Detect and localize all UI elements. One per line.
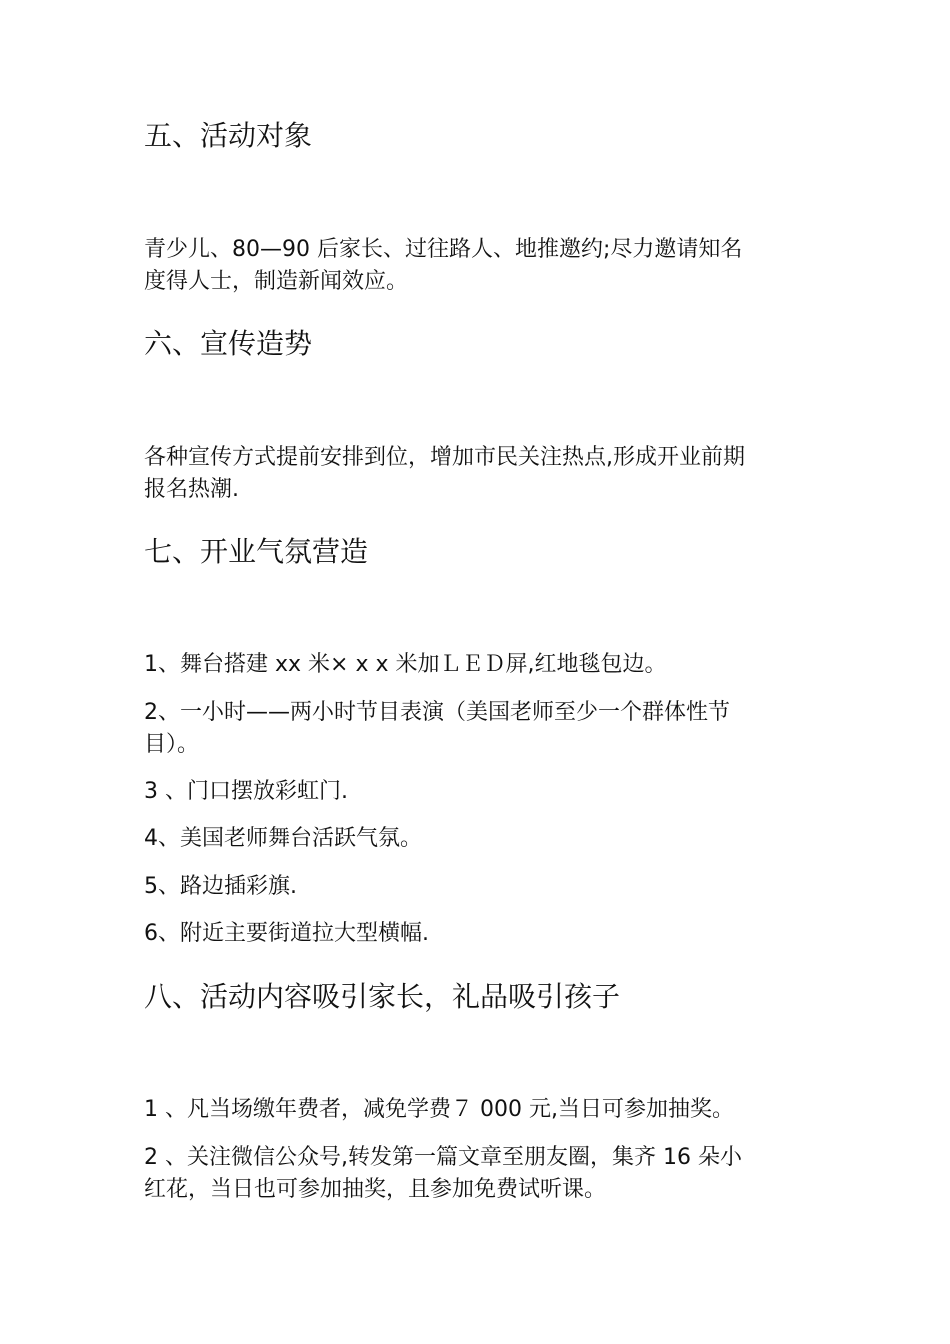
section-heading-8: 八、活动内容吸引家长，礼品吸引孩子	[144, 980, 621, 1013]
paragraph-line: 各种宣传方式提前安排到位，增加市民关注热点,形成开业前期	[144, 445, 745, 470]
list-item-line: 1、舞台搭建 xx 米× x x 米加ＬＥＤ屏,红地毯包边。	[144, 652, 667, 677]
section-6-paragraph	[144, 442, 809, 506]
list-item-line: 2 、关注微信公众号,转发第一篇文章至朋友圈，集齐 16 朵小	[144, 1145, 742, 1170]
list-item	[144, 649, 809, 681]
list-item	[144, 823, 809, 855]
list-item	[144, 918, 809, 950]
list-item-line: 4、美国老师舞台活跃气氛。	[144, 826, 422, 851]
list-item-line: 2、一小时——两小时节目表演（美国老师至少一个群体性节	[144, 700, 730, 725]
list-item	[144, 871, 809, 903]
list-item-line: 5、路边插彩旗.	[144, 874, 297, 899]
list-item	[144, 697, 809, 761]
list-item-line: 6、附近主要街道拉大型横幅.	[144, 921, 429, 946]
paragraph-line: 度得人士，制造新闻效应。	[144, 269, 409, 294]
list-item	[144, 776, 809, 808]
section-heading-6: 六、宣传造势	[144, 327, 313, 360]
section-heading-5: 五、活动对象	[144, 119, 313, 152]
section-5-paragraph	[144, 234, 809, 298]
list-item-line: 红花，当日也可参加抽奖，且参加免费试听课。	[144, 1177, 607, 1202]
section-heading-7: 七、开业气氛营造	[144, 535, 369, 568]
list-item	[144, 1094, 809, 1126]
paragraph-line: 报名热潮.	[144, 477, 239, 502]
list-item	[144, 1142, 809, 1206]
list-item-line: 3 、门口摆放彩虹门.	[144, 779, 348, 804]
paragraph-line: 青少儿、80—90 后家长、过往路人、地推邀约;尽力邀请知名	[144, 237, 743, 262]
list-item-line: 1 、凡当场缴年费者，减免学费７ 000 元,当日可参加抽奖。	[144, 1097, 734, 1122]
list-item-line: 目）。	[144, 732, 200, 757]
